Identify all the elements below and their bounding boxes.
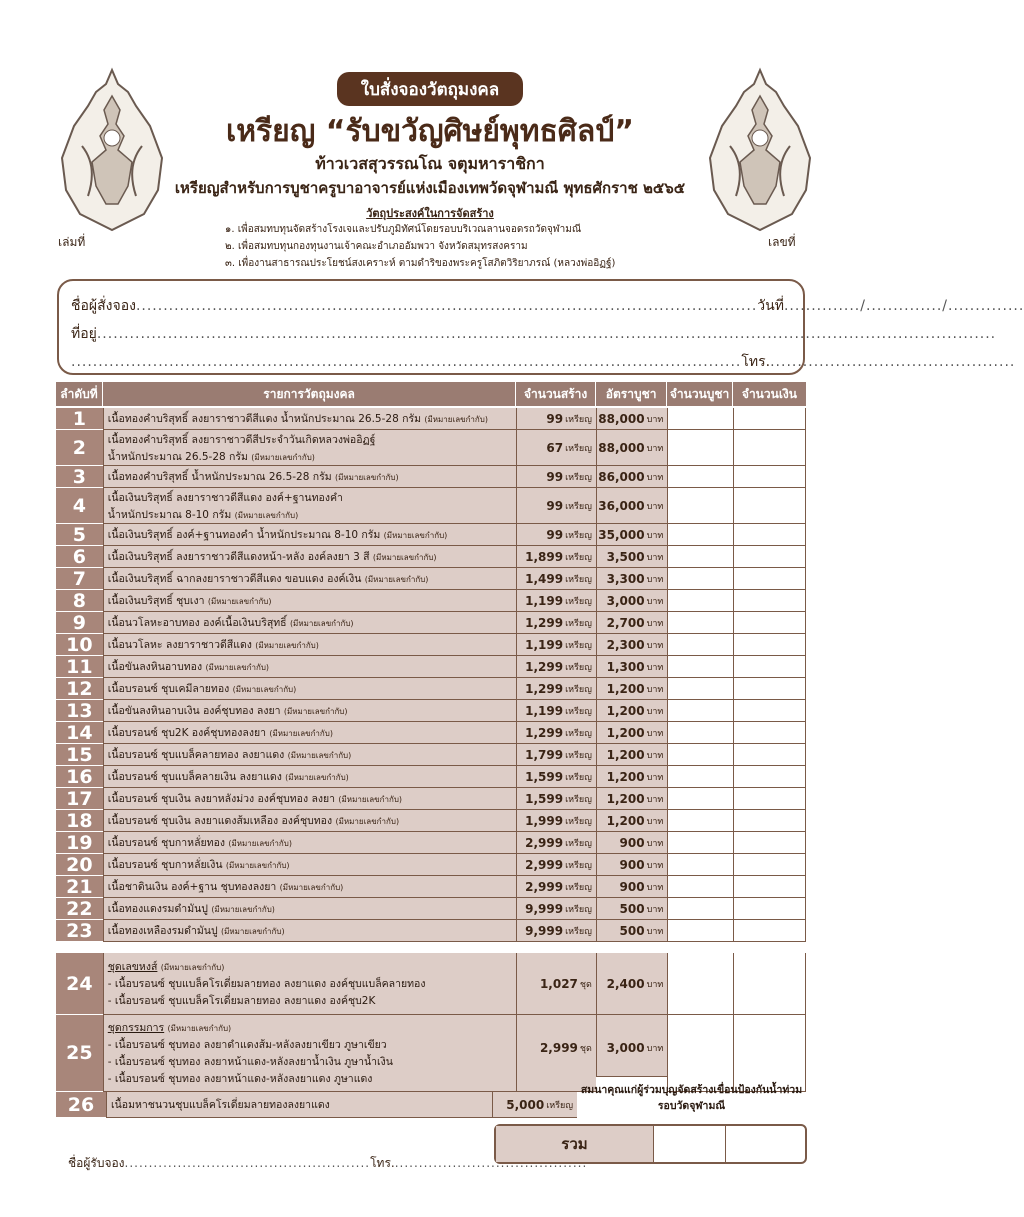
donation-rate: 3,000 บาท bbox=[596, 590, 667, 612]
amount-cell[interactable] bbox=[733, 612, 806, 634]
table-row bbox=[56, 832, 806, 854]
table-row bbox=[56, 656, 806, 678]
donation-rate: 2,400 บาท bbox=[596, 953, 667, 1015]
item-description: เนื้อบรอนซ์ ชุบแบล็คลายเงิน ลงยาแดง (มีหมายเลขกำกับ) bbox=[103, 766, 516, 788]
amount-cell[interactable] bbox=[733, 656, 806, 678]
order-quantity-cell[interactable] bbox=[667, 546, 733, 568]
order-quantity-cell[interactable] bbox=[667, 430, 733, 466]
production-quantity: 1,299 เหรียญ bbox=[516, 722, 596, 744]
table-row bbox=[56, 466, 806, 488]
donation-rate: 1,300 บาท bbox=[596, 656, 667, 678]
order-quantity-cell[interactable] bbox=[667, 788, 733, 810]
item-description: เนื้อบรอนซ์ ชุบเงิน ลงยาแดงส้มเหลือง องค์ชุบทอง (มีหมายเลขกำกับ) bbox=[103, 810, 516, 832]
amount-cell[interactable] bbox=[733, 810, 806, 832]
amount-cell[interactable] bbox=[733, 408, 806, 430]
row-number: 25 bbox=[56, 1015, 103, 1092]
receiver-line[interactable]: ชื่อผู้รับจอง...................................................โทร......................................... bbox=[68, 1156, 588, 1170]
donation-rate: 500 บาท bbox=[596, 920, 667, 942]
book-number-label: เล่มที่ bbox=[58, 235, 86, 249]
order-quantity-cell[interactable] bbox=[667, 700, 733, 722]
order-quantity-cell[interactable] bbox=[667, 810, 733, 832]
order-quantity-cell[interactable] bbox=[667, 634, 733, 656]
order-quantity-cell[interactable] bbox=[667, 744, 733, 766]
production-quantity: 1,199 เหรียญ bbox=[516, 590, 596, 612]
table-row bbox=[56, 700, 806, 722]
amount-cell[interactable] bbox=[733, 920, 806, 942]
order-quantity-cell[interactable] bbox=[667, 722, 733, 744]
production-quantity: 1,299 เหรียญ bbox=[516, 678, 596, 700]
address-phone-line[interactable]: ...........................................................................................................................โทร.............................................. bbox=[71, 354, 1016, 370]
order-quantity-cell[interactable] bbox=[667, 590, 733, 612]
row-number: 6 bbox=[56, 546, 103, 568]
item-description: เนื้อเงินบริสุทธิ์ ลงยาราชาวดีสีแดงหน้า-หลัง องค์ลงยา 3 สี (มีหมายเลขกำกับ) bbox=[103, 546, 516, 568]
donation-rate: 900 บาท bbox=[596, 876, 667, 898]
document-number-label: เลขที่ bbox=[768, 235, 796, 249]
item-description: เนื้อบรอนซ์ ชุบกาหลั่ยทอง (มีหมายเลขกำกับ) bbox=[103, 832, 516, 854]
row-number: 21 bbox=[56, 876, 103, 898]
order-quantity-cell[interactable] bbox=[667, 656, 733, 678]
row-number: 22 bbox=[56, 898, 103, 920]
row-number: 14 bbox=[56, 722, 103, 744]
amount-cell[interactable] bbox=[733, 488, 806, 524]
order-quantity-cell[interactable] bbox=[667, 408, 733, 430]
donation-rate: 35,000 บาท bbox=[596, 524, 667, 546]
item-description: เนื้อขันลงหินอาบเงิน องค์ชุบทอง ลงยา (มีหมายเลขกำกับ) bbox=[103, 700, 516, 722]
column-header: จำนวนบูชา bbox=[667, 382, 733, 406]
table-row bbox=[56, 590, 806, 612]
medal-description: เหรียญสำหรับการบูชาครูบาอาจารย์แห่งเมืองเทพวัดจุฬามณี พุทธศักราช ๒๕๖๕ bbox=[174, 179, 686, 197]
objective-item: ๓. เพื่องานสาธารณประโยชน์สงเคราะห์ ตามดำริของพระครูโสภิตวิริยาภรณ์ (หลวงพ่ออิฏฐ์) bbox=[225, 258, 616, 269]
production-quantity: 1,199 เหรียญ bbox=[516, 700, 596, 722]
item-description: เนื้อบรอนซ์ ชุบ2K องค์ชุบทองลงยา (มีหมายเลขกำกับ) bbox=[103, 722, 516, 744]
row-number: 2 bbox=[56, 430, 103, 466]
item-description: ชุดกรรมการ (มีหมายเลขกำกับ) - เนื้อบรอนซ์ ชุบทอง ลงยาดำแดงส้ม-หลังลงยาเขียว ภูษาเขียว - เนื้อบรอนซ์ ชุบทอง ลงยาหน้าแดง-หลังลงยาน้ำเงิน ภูษาน้ำเงิน - เนื้อบรอนซ์ ชุบทอง ลงยาหน้าแดง-หลังลงยาแดง ภูษาแดง bbox=[103, 1015, 516, 1092]
row-number: 12 bbox=[56, 678, 103, 700]
item-description: เนื้อบรอนซ์ ชุบแบล็คลายทอง ลงยาแดง (มีหมายเลขกำกับ) bbox=[103, 744, 516, 766]
row-number: 9 bbox=[56, 612, 103, 634]
row-number: 5 bbox=[56, 524, 103, 546]
order-quantity-cell[interactable] bbox=[667, 920, 733, 942]
item-description: เนื้อเงินบริสุทธิ์ องค์+ฐานทองคำ น้ำหนักประมาณ 8-10 กรัม (มีหมายเลขกำกับ) bbox=[103, 524, 516, 546]
production-quantity: 99 เหรียญ bbox=[516, 466, 596, 488]
donation-rate: 3,500 บาท bbox=[596, 546, 667, 568]
amount-cell[interactable] bbox=[733, 466, 806, 488]
row-number: 17 bbox=[56, 788, 103, 810]
amount-cell[interactable] bbox=[733, 898, 806, 920]
amount-cell[interactable] bbox=[733, 854, 806, 876]
amount-cell[interactable] bbox=[733, 876, 806, 898]
orderer-info-form bbox=[57, 279, 1024, 375]
item-description: ชุดเลขหงส์ (มีหมายเลขกำกับ) - เนื้อบรอนซ์ ชุบแบล็คโรเดี่ยมลายทอง ลงยาแดง องค์ชุบแบล็คลายทอง - เนื้อบรอนซ์ ชุบแบล็คโรเดี่ยมลายทอง ลงยาแดง องค์ชุบ2K bbox=[103, 953, 516, 1015]
objective-item: ๑. เพื่อสมทบทุนจัดสร้างโรงเจและปรับภูมิทัศน์โดยรอบบริเวณลานจอดรถวัดจุฬามณี bbox=[225, 224, 582, 235]
table-row bbox=[56, 430, 806, 466]
production-quantity: 1,499 เหรียญ bbox=[516, 568, 596, 590]
order-quantity-cell[interactable] bbox=[667, 898, 733, 920]
table-row bbox=[56, 678, 806, 700]
total-label: รวม bbox=[496, 1126, 653, 1162]
production-quantity: 2,999 เหรียญ bbox=[516, 854, 596, 876]
amount-cell[interactable] bbox=[733, 678, 806, 700]
table-row bbox=[56, 1092, 577, 1118]
order-quantity-cell[interactable] bbox=[667, 524, 733, 546]
row-number: 20 bbox=[56, 854, 103, 876]
production-quantity: 1,799 เหรียญ bbox=[516, 744, 596, 766]
production-quantity: 1,299 เหรียญ bbox=[516, 612, 596, 634]
item-description: เนื้อเงินบริสุทธิ์ ฉากลงยาราชาวดีสีแดง ขอบแดง องค์เงิน (มีหมายเลขกำกับ) bbox=[103, 568, 516, 590]
amount-cell[interactable] bbox=[733, 744, 806, 766]
order-quantity-cell[interactable] bbox=[667, 953, 733, 1015]
production-quantity: 2,999 เหรียญ bbox=[516, 876, 596, 898]
table-row bbox=[56, 920, 806, 942]
row-number: 8 bbox=[56, 590, 103, 612]
amount-cell[interactable] bbox=[733, 568, 806, 590]
right-deity-emblem-icon bbox=[706, 66, 814, 234]
item-description: เนื้อบรอนซ์ ชุบเคมีลายทอง (มีหมายเลขกำกับ) bbox=[103, 678, 516, 700]
column-header: รายการวัตถุมงคล bbox=[103, 382, 516, 406]
order-quantity-cell[interactable] bbox=[667, 568, 733, 590]
row-number: 7 bbox=[56, 568, 103, 590]
donation-rate: 500 บาท bbox=[596, 898, 667, 920]
column-header: จำนวนเงิน bbox=[741, 386, 797, 401]
total-amount-cell[interactable] bbox=[725, 1126, 805, 1162]
item-description: เนื้อชาดินเงิน องค์+ฐาน ชุบทองลงยา (มีหมายเลขกำกับ) bbox=[103, 876, 516, 898]
production-quantity: 99 เหรียญ bbox=[516, 524, 596, 546]
row-number: 11 bbox=[56, 656, 103, 678]
table-row bbox=[56, 788, 806, 810]
donation-rate: 88,000 บาท bbox=[596, 430, 667, 466]
item-description: เนื้อมหาชนวนชุบแบล็คโรเดี่ยมลายทองลงยาแดง bbox=[106, 1092, 492, 1118]
donation-rate: 1,200 บาท bbox=[596, 810, 667, 832]
row-number: 23 bbox=[56, 920, 103, 942]
table-row bbox=[56, 876, 806, 898]
table-row bbox=[56, 744, 806, 766]
donation-rate: 900 บาท bbox=[596, 832, 667, 854]
item-description: เนื้อบรอนซ์ ชุบเงิน ลงยาหลังม่วง องค์ชุบทอง ลงยา (มีหมายเลขกำกับ) bbox=[103, 788, 516, 810]
donation-note: สมนาคุณแก่ผู้ร่วมบุญจัดสร้างเขื่อนป้องกันน้ำท่วมรอบวัดจุฬามณี bbox=[580, 1084, 803, 1112]
amount-cell[interactable] bbox=[733, 634, 806, 656]
production-quantity: 2,999 ชุด bbox=[516, 1015, 596, 1092]
address-line[interactable]: ที่อยู่..................................................................................................................................................................... bbox=[71, 326, 997, 342]
production-quantity: 1,199 เหรียญ bbox=[516, 634, 596, 656]
amount-cell[interactable] bbox=[733, 766, 806, 788]
production-quantity: 1,599 เหรียญ bbox=[516, 766, 596, 788]
item-description: เนื้อทองเหลืองรมดำมันปู (มีหมายเลขกำกับ) bbox=[103, 920, 516, 942]
item-description: เนื้อบรอนซ์ ชุบกาหลั่ยเงิน (มีหมายเลขกำกับ) bbox=[103, 854, 516, 876]
donation-rate: 1,200 บาท bbox=[596, 766, 667, 788]
order-quantity-cell[interactable] bbox=[667, 612, 733, 634]
table-row bbox=[56, 722, 806, 744]
item-description: เนื้อเงินบริสุทธิ์ ลงยาราชาวดีสีแดง องค์+ฐานทองคำ น้ำหนักประมาณ 8-10 กรัม (มีหมายเลขกำกับ) bbox=[103, 488, 516, 524]
table-row bbox=[56, 612, 806, 634]
table-row bbox=[56, 634, 806, 656]
table-row bbox=[56, 408, 806, 430]
donation-rate: 3,000 บาท bbox=[596, 1015, 667, 1077]
row-number: 4 bbox=[56, 488, 103, 524]
production-quantity: 99 เหรียญ bbox=[516, 488, 596, 524]
production-quantity: 1,027 ชุด bbox=[516, 953, 596, 1015]
amount-cell[interactable] bbox=[733, 546, 806, 568]
column-header: อัตราบูชา bbox=[596, 382, 667, 406]
donation-rate: 86,000 บาท bbox=[596, 466, 667, 488]
order-quantity-cell[interactable] bbox=[667, 854, 733, 876]
donation-rate: 1,200 บาท bbox=[596, 788, 667, 810]
objectives-heading: วัตถุประสงค์ในการจัดสร้าง bbox=[366, 207, 494, 220]
amount-cell[interactable] bbox=[733, 700, 806, 722]
table-row bbox=[56, 953, 806, 1015]
production-quantity: 1,899 เหรียญ bbox=[516, 546, 596, 568]
production-quantity: 9,999 เหรียญ bbox=[516, 920, 596, 942]
row-number: 26 bbox=[56, 1092, 106, 1118]
amount-cell[interactable] bbox=[733, 524, 806, 546]
item-description: เนื้อทองคำบริสุทธิ์ ลงยาราชาวดีสีประจำวันเกิดหลวงพ่ออิฏฐ์ น้ำหนักประมาณ 26.5-28 กรัม (มีหมายเลขกำกับ) bbox=[103, 430, 516, 466]
production-quantity: 2,999 เหรียญ bbox=[516, 832, 596, 854]
production-quantity: 1,599 เหรียญ bbox=[516, 788, 596, 810]
table-row bbox=[56, 546, 806, 568]
amount-cell[interactable] bbox=[733, 953, 806, 1015]
table-row bbox=[56, 766, 806, 788]
production-quantity: 1,299 เหรียญ bbox=[516, 656, 596, 678]
production-quantity: 5,000 เหรียญ bbox=[492, 1092, 577, 1118]
donation-rate: 1,200 บาท bbox=[596, 722, 667, 744]
row-number: 10 bbox=[56, 634, 103, 656]
donation-rate: 2,300 บาท bbox=[596, 634, 667, 656]
row-number: 16 bbox=[56, 766, 103, 788]
donation-rate: 2,700 บาท bbox=[596, 612, 667, 634]
total-quantity-cell[interactable] bbox=[653, 1126, 725, 1162]
item-description: เนื้อทองคำบริสุทธิ์ น้ำหนักประมาณ 26.5-28 กรัม (มีหมายเลขกำกับ) bbox=[103, 466, 516, 488]
production-quantity: 67 เหรียญ bbox=[516, 430, 596, 466]
production-quantity: 1,999 เหรียญ bbox=[516, 810, 596, 832]
item-description: เนื้อนวโลหะอาบทอง องค์เนื้อเงินบริสุทธิ์ (มีหมายเลขกำกับ) bbox=[103, 612, 516, 634]
row-number: 3 bbox=[56, 466, 103, 488]
item-description: เนื้อทองคำบริสุทธิ์ ลงยาราชาวดีสีแดง น้ำหนักประมาณ 26.5-28 กรัม (มีหมายเลขกำกับ) bbox=[103, 408, 516, 430]
donation-rate: 3,300 บาท bbox=[596, 568, 667, 590]
table-row bbox=[56, 524, 806, 546]
table-row bbox=[56, 898, 806, 920]
table-row bbox=[56, 488, 806, 524]
order-quantity-cell[interactable] bbox=[667, 488, 733, 524]
donation-rate: 1,200 บาท bbox=[596, 700, 667, 722]
item-description: เนื้อนวโลหะ ลงยาราชาวดีสีแดง (มีหมายเลขกำกับ) bbox=[103, 634, 516, 656]
amount-cell[interactable] bbox=[733, 590, 806, 612]
deity-name: ท้าวเวสสุวรรณโณ จตุมหาราชิกา bbox=[315, 154, 545, 173]
column-header: จำนวนสร้าง bbox=[516, 382, 596, 406]
table-row bbox=[56, 568, 806, 590]
amount-cell[interactable] bbox=[733, 430, 806, 466]
row-number: 18 bbox=[56, 810, 103, 832]
page-title: เหรียญ “รับขวัญศิษย์พุทธศิลป์” bbox=[226, 114, 634, 149]
amount-cell[interactable] bbox=[733, 832, 806, 854]
column-header: ลำดับที่ bbox=[56, 382, 103, 406]
objective-item: ๒. เพื่อสมทบทุนกองทุนงานเจ้าคณะอำเภออัมพวา จังหวัดสมุทรสงคราม bbox=[225, 241, 528, 252]
donation-rate: 36,000 บาท bbox=[596, 488, 667, 524]
order-quantity-cell[interactable] bbox=[667, 832, 733, 854]
order-quantity-cell[interactable] bbox=[667, 876, 733, 898]
row-number: 15 bbox=[56, 744, 103, 766]
order-quantity-cell[interactable] bbox=[667, 466, 733, 488]
table-row bbox=[56, 854, 806, 876]
amount-cell[interactable] bbox=[733, 722, 806, 744]
row-number: 13 bbox=[56, 700, 103, 722]
donation-rate: 900 บาท bbox=[596, 854, 667, 876]
row-number: 1 bbox=[56, 408, 103, 430]
row-number: 24 bbox=[56, 953, 103, 1015]
row-number: 19 bbox=[56, 832, 103, 854]
orderer-name-line[interactable]: ชื่อผู้สั่งจอง..................................................................................................................วันที่............../............../.............. bbox=[71, 298, 1024, 314]
donation-rate: 1,200 บาท bbox=[596, 678, 667, 700]
donation-rate: 88,000 บาท bbox=[596, 408, 667, 430]
amount-cell[interactable] bbox=[733, 788, 806, 810]
production-quantity: 99 เหรียญ bbox=[516, 408, 596, 430]
order-quantity-cell[interactable] bbox=[667, 678, 733, 700]
item-description: เนื้อขันลงหินอาบทอง (มีหมายเลขกำกับ) bbox=[103, 656, 516, 678]
table-row bbox=[56, 810, 806, 832]
form-type-badge: ใบสั่งจองวัตถุมงคล bbox=[337, 72, 523, 106]
production-quantity: 9,999 เหรียญ bbox=[516, 898, 596, 920]
item-description: เนื้อเงินบริสุทธิ์ ชุบเงา (มีหมายเลขกำกับ) bbox=[103, 590, 516, 612]
order-quantity-cell[interactable] bbox=[667, 766, 733, 788]
item-description: เนื้อทองแดงรมดำมันปู (มีหมายเลขกำกับ) bbox=[103, 898, 516, 920]
table-header bbox=[56, 382, 806, 406]
donation-rate: 1,200 บาท bbox=[596, 744, 667, 766]
